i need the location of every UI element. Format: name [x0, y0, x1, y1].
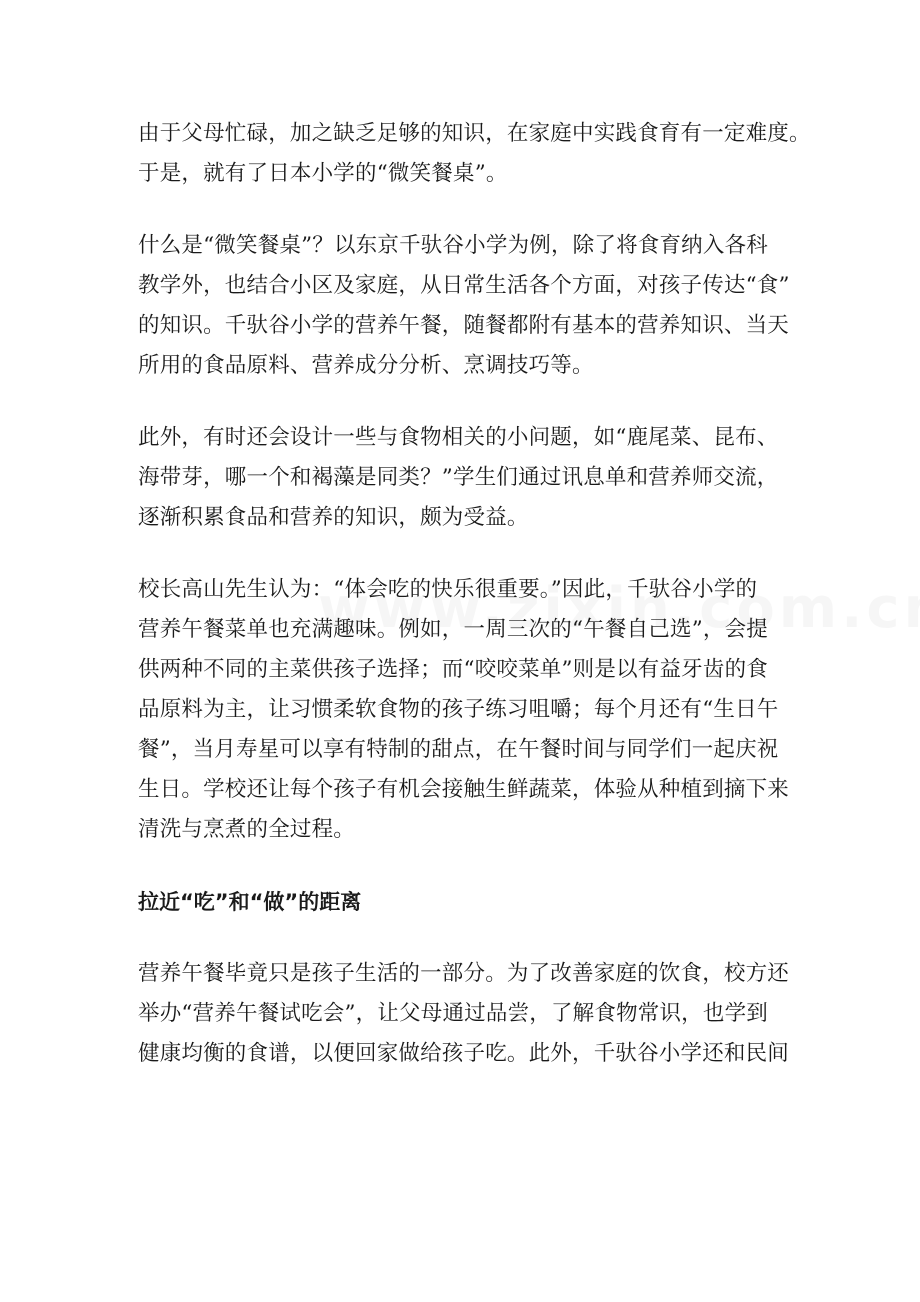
- section-heading: 拉近“吃”和“做”的距离: [138, 890, 362, 914]
- paragraph-5: [138, 954, 788, 1074]
- text-line: 举办“营养午餐试吃会”，让父母通过品尝，了解食物常识，也学到: [138, 1001, 768, 1026]
- text-line: 什么是“微笑餐桌”？以东京千驮谷小学为例，除了将食育纳入各科: [138, 233, 768, 258]
- text-line: 教学外，也结合小区及家庭，从日常生活各个方面，对孩子传达“食”: [138, 273, 790, 298]
- text-line: 健康均衡的食谱，以便回家做给孩子吃。此外，千驮谷小学还和民间: [138, 1041, 790, 1066]
- text-line: 此外，有时还会设计一些与食物相关的小问题，如“鹿尾菜、昆布、: [138, 425, 779, 450]
- paragraph-1: [138, 114, 811, 194]
- text-line: 营养午餐毕竟只是孩子生活的一部分。为了改善家庭的饮食，校方还: [138, 961, 790, 986]
- text-line: 营养午餐菜单也充满趣味。例如，一周三次的“午餐自己选”，会提: [138, 617, 768, 642]
- text-line: 的知识。千驮谷小学的营养午餐，随餐都附有基本的营养知识、当天: [138, 313, 790, 338]
- paragraph-3: [138, 418, 788, 538]
- paragraph-gap: [138, 194, 788, 226]
- paragraph-gap: [138, 386, 788, 418]
- paragraph-gap: [138, 850, 788, 882]
- document-body: [138, 114, 811, 1074]
- paragraph-2: [138, 226, 788, 386]
- text-line: 由于父母忙碌，加之缺乏足够的知识，在家庭中实践食育有一定难度。: [138, 121, 811, 146]
- text-line: 品原料为主，让习惯柔软食物的孩子练习咀嚼；每个月还有“生日午: [138, 697, 779, 722]
- text-line: 供两种不同的主菜供孩子选择；而“咬咬菜单”则是以有益牙齿的食: [138, 657, 768, 682]
- paragraph-gap: [138, 538, 788, 570]
- text-line: 逐渐积累食品和营养的知识，颇为受益。: [138, 505, 529, 530]
- text-line: 所用的食品原料、营养成分分析、烹调技巧等。: [138, 353, 594, 378]
- text-line: 校长高山先生认为：“体会吃的快乐很重要。”因此，千驮谷小学的: [138, 577, 758, 602]
- text-line: 于是，就有了日本小学的“微笑餐桌”。: [138, 161, 508, 186]
- text-line: 生日。学校还让每个孩子有机会接触生鲜蔬菜，体验从种植到摘下来: [138, 777, 790, 802]
- text-line: 餐”，当月寿星可以享有特制的甜点，在午餐时间与同学们一起庆祝: [138, 737, 779, 762]
- paragraph-4: [138, 570, 788, 850]
- text-line: 海带芽，哪一个和褐藻是同类？”学生们通过讯息单和营养师交流，: [138, 465, 779, 490]
- text-line: 清洗与烹煮的全过程。: [138, 817, 356, 842]
- paragraph-gap: [138, 922, 788, 954]
